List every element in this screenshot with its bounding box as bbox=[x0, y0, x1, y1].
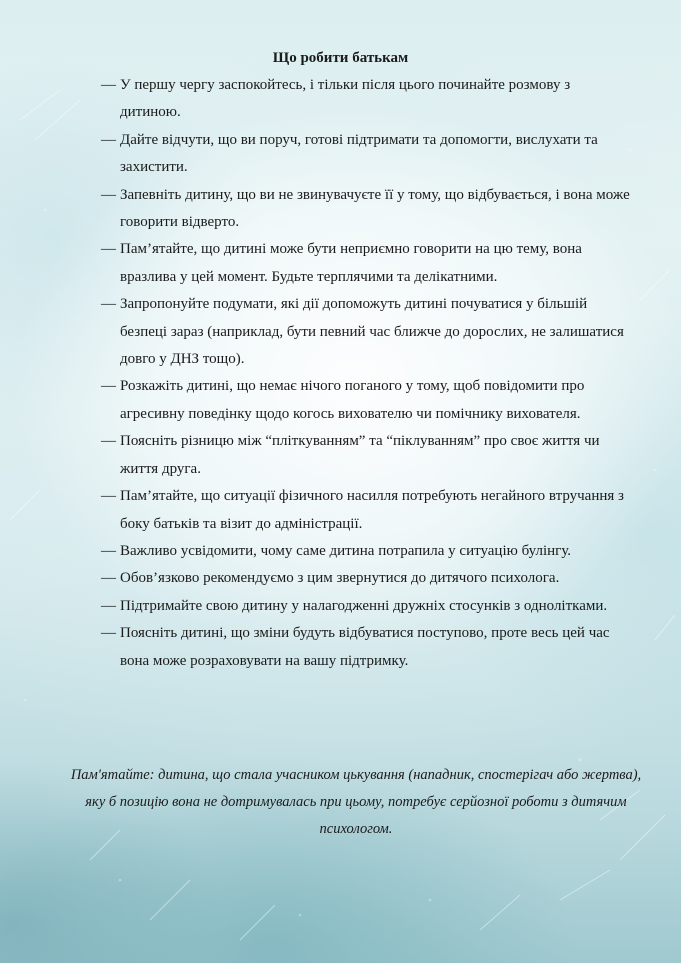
list-item bbox=[101, 428, 633, 483]
closing-note: Пам'ятайте: дитина, що стала учасником цькування (нападник, спостерігач або жертва), яку б позицію вона не дотримувалась при цьому, потребує серйозної роботи з дитячим психологом. bbox=[70, 767, 642, 837]
list-item-text: Поясніть дитині, що зміни будуть відбуватися поступово, проте весь цей час вона може розраховувати на вашу підтримку. bbox=[120, 625, 610, 669]
bullet-dash: — bbox=[101, 77, 116, 93]
list-item-text: Дайте відчути, що ви поруч, готові підтримати та допомогти, вислухати та захистити. bbox=[120, 131, 598, 176]
bullet-dash: — bbox=[101, 597, 116, 614]
list-item bbox=[101, 127, 633, 182]
list-item-text: Розкажіть дитині, що немає нічого поганого у тому, щоб повідомити про агресивну поведінку щодо когось вихователю чи помічнику вихователя. bbox=[120, 378, 585, 422]
list-item bbox=[101, 620, 633, 675]
list-item-text: Важливо усвідомити, чому саме дитина потрапила у ситуацію булінгу. bbox=[120, 542, 572, 559]
bullet-dash: — bbox=[101, 542, 116, 559]
list-item bbox=[101, 182, 633, 237]
bullet-dash: — bbox=[101, 296, 116, 313]
list-item bbox=[101, 593, 633, 620]
bullet-dash: — bbox=[101, 241, 116, 258]
bullet-dash: — bbox=[101, 186, 116, 203]
list-item bbox=[101, 72, 633, 127]
list-item bbox=[101, 291, 633, 373]
bullet-dash: — bbox=[101, 433, 116, 450]
list-item bbox=[101, 236, 633, 291]
list-item-text: Запропонуйте подумати, які дії допоможуть дитині почуватися у більшій безпеці зараз (наприклад, бути певний час ближче до дорослих, не залишатися довго у ДНЗ тощо). bbox=[120, 296, 624, 368]
list-item bbox=[101, 373, 633, 428]
advice-list bbox=[101, 72, 633, 675]
bullet-dash: — bbox=[101, 488, 116, 505]
list-item-text: У першу чергу заспокойтесь, і тільки після цього починайте розмову з дитиною. bbox=[120, 77, 571, 121]
bullet-dash: — bbox=[101, 570, 116, 587]
bullet-dash: — bbox=[101, 378, 116, 395]
list-item-text: Пам’ятайте, що дитині може бути неприємно говорити на цю тему, вона вразлива у цей момент. Будьте терплячими та делікатними. bbox=[120, 241, 582, 285]
list-item-text: Обов’язково рекомендуємо з цим звернутися до дитячого психолога. bbox=[120, 570, 560, 587]
list-item bbox=[101, 565, 633, 592]
list-item bbox=[101, 538, 633, 565]
list-item-text: Підтримайте свою дитину у налагодженні дружніх стосунків з однолітками. bbox=[120, 597, 608, 614]
list-item-text: Запевніть дитину, що ви не звинувачуєте її у тому, що відбувається, і вона може говорити відверто. bbox=[120, 186, 630, 231]
bullet-dash: — bbox=[101, 131, 116, 148]
list-item-text: Поясніть різницю між “пліткуванням” та “піклуванням” про своє життя чи життя друга. bbox=[120, 433, 600, 477]
bullet-dash: — bbox=[101, 625, 116, 642]
page-title: Що робити батькам bbox=[272, 50, 409, 66]
list-item-text: Пам’ятайте, що ситуації фізичного насилля потребують негайного втручання з боку батьків та візит до адміністрації. bbox=[120, 488, 624, 532]
list-item bbox=[101, 483, 633, 538]
